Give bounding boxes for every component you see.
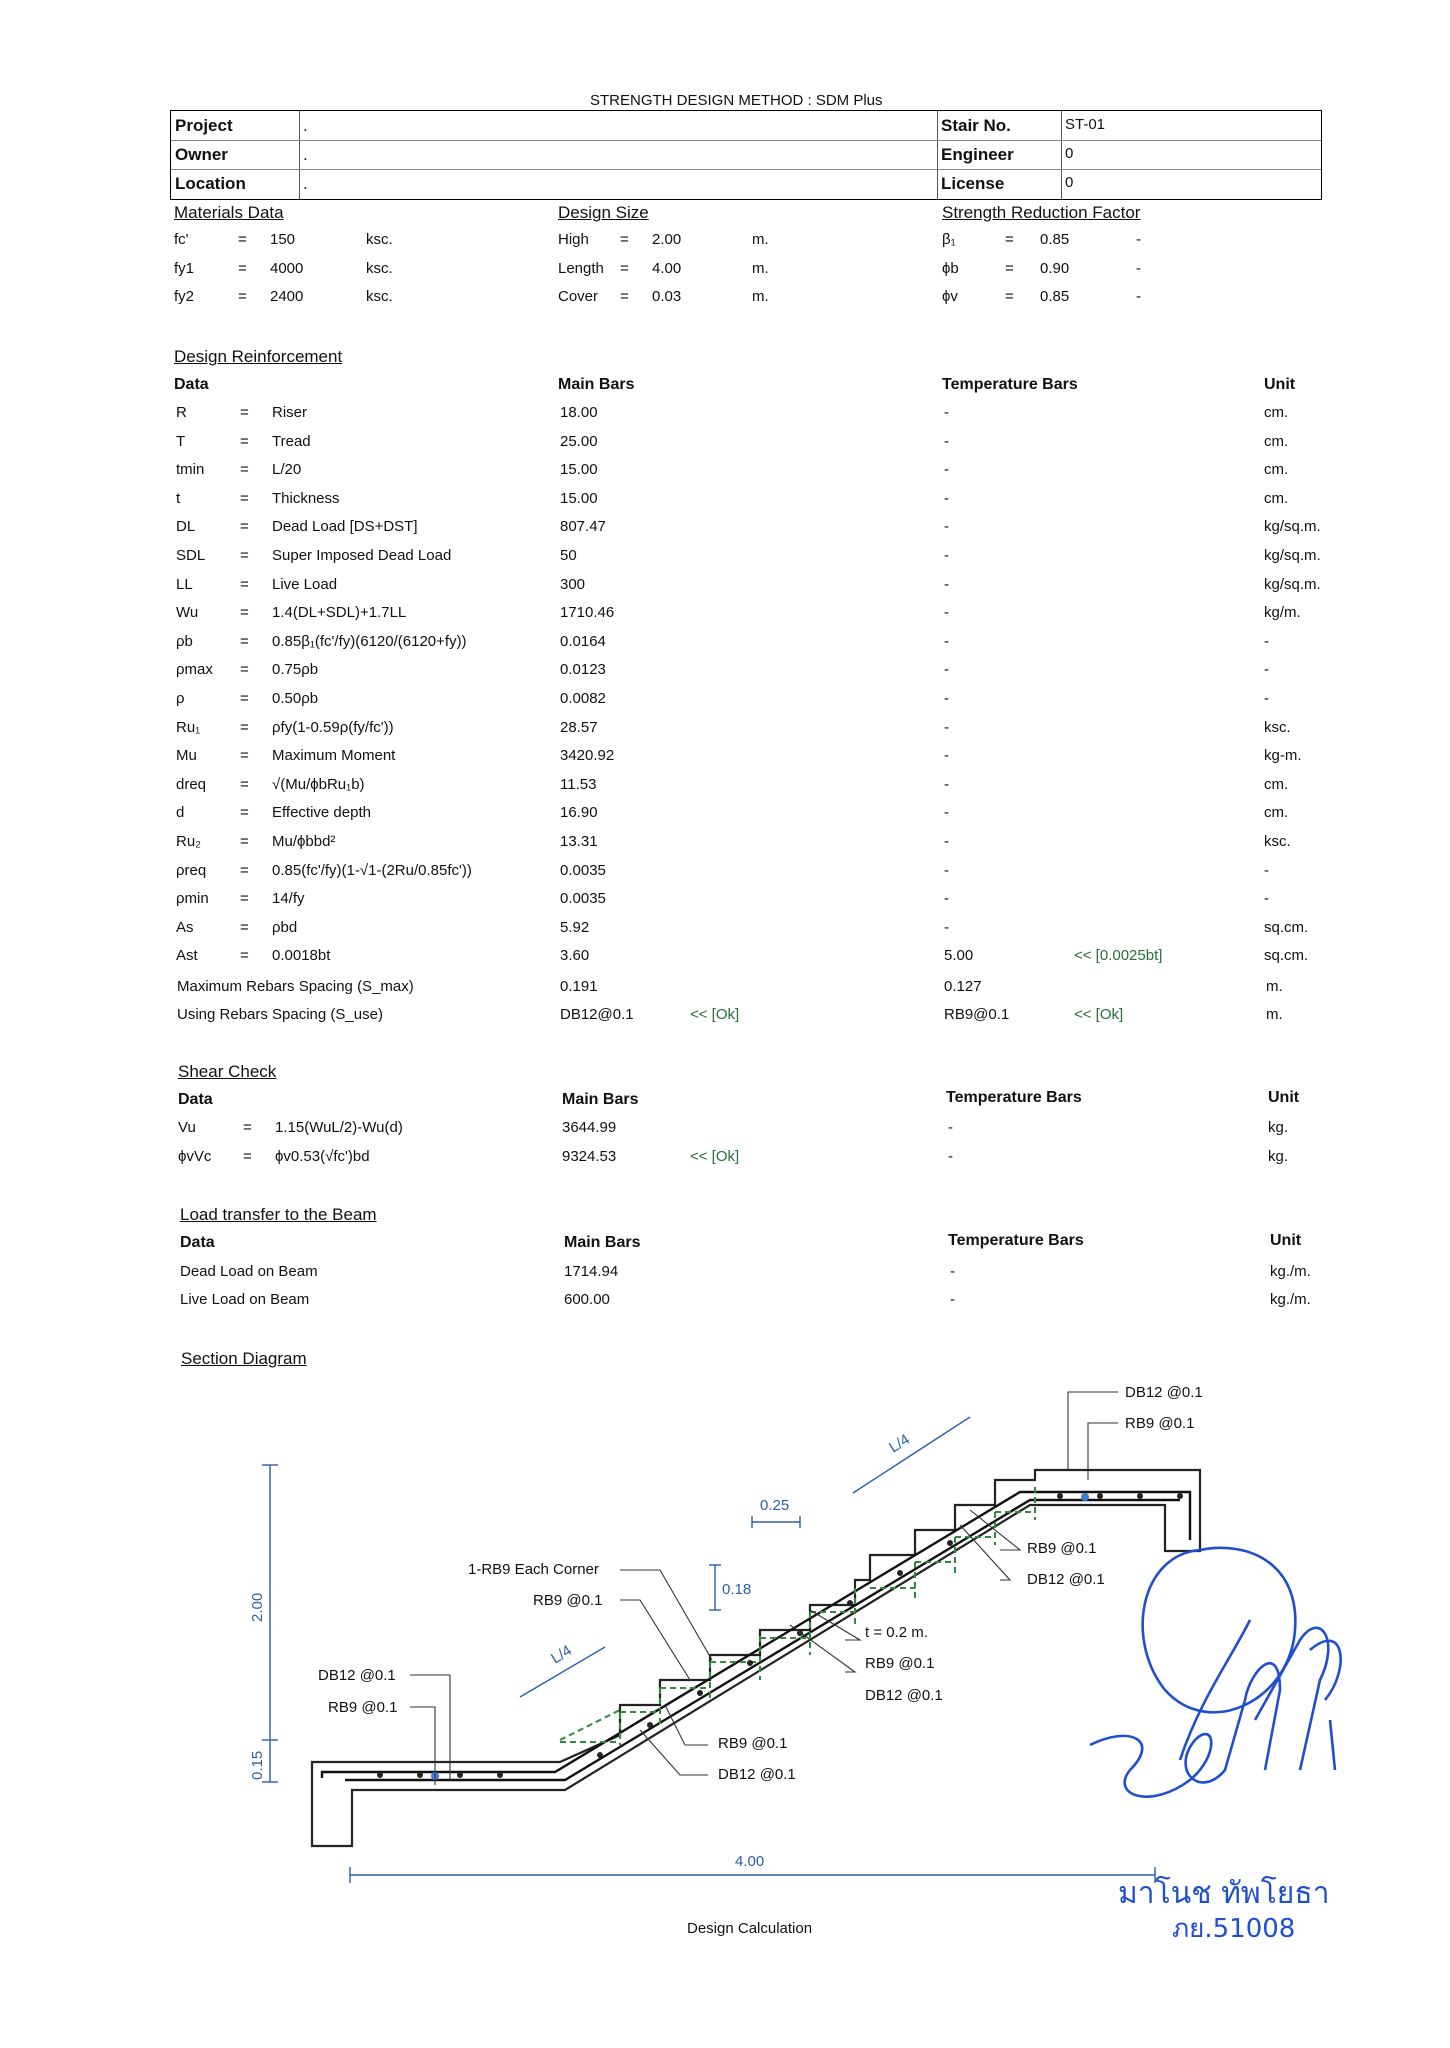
stair-value: ST-01 xyxy=(1065,116,1106,133)
shear-col-data: Data xyxy=(178,1091,213,1108)
reinf-unit-14: cm. xyxy=(1264,804,1289,822)
reinf-main-2: 15.00 xyxy=(560,461,598,479)
reinf-unit-5: kg/sq.m. xyxy=(1264,547,1321,564)
label-top-rb9: RB9 @0.1 xyxy=(1125,1415,1195,1432)
reinf-sym-14: d xyxy=(176,804,185,822)
reinf-main-4: 807.47 xyxy=(560,518,606,536)
reduction-eq-0: = xyxy=(1005,231,1014,248)
reinf-sym-19: Ast xyxy=(176,947,198,965)
dim-l4-top: L/4 xyxy=(886,1430,913,1457)
label-corner-rb9: RB9 @0.1 xyxy=(533,1592,603,1609)
reinf-sym-11: Ru₁ xyxy=(176,718,201,736)
max-spacing-main: 0.191 xyxy=(560,978,598,995)
load-temp-0: - xyxy=(950,1263,955,1280)
dim-height: 2.00 xyxy=(249,1592,266,1622)
reinf-sym-0: R xyxy=(176,404,187,421)
max-spacing-temp: 0.127 xyxy=(944,978,982,995)
use-spacing-unit: m. xyxy=(1266,1006,1283,1023)
reinf-eq-4: = xyxy=(240,518,249,536)
max-spacing-label: Maximum Rebars Spacing (S_max) xyxy=(177,978,414,995)
reinf-eq-2: = xyxy=(240,461,249,479)
reinf-desc-13: √(Mu/ϕbRu₁b) xyxy=(272,775,365,793)
reduction-eq-2: = xyxy=(1005,288,1014,305)
materials-title: Materials Data xyxy=(174,203,284,222)
use-spacing-main-note: << [Ok] xyxy=(690,1006,740,1023)
shear-unit-1: kg. xyxy=(1268,1148,1289,1165)
reinf-desc-6: Live Load xyxy=(272,575,338,593)
materials-sym-1: fy1 xyxy=(174,259,195,277)
reinf-desc-2: L/20 xyxy=(272,461,302,479)
signature-graphic xyxy=(1090,1548,1341,1797)
reinforcement-col-unit: Unit xyxy=(1264,376,1296,393)
dim-riser: 0.18 xyxy=(722,1581,752,1598)
design_size-eq-0: = xyxy=(620,231,629,248)
reinf-temp-7: - xyxy=(944,604,949,622)
reinf-eq-0: = xyxy=(240,404,249,421)
reinf-temp-12: - xyxy=(944,747,949,765)
location-value: . xyxy=(303,174,308,193)
reinf-temp-2: - xyxy=(944,461,949,479)
reinf-unit-4: kg/sq.m. xyxy=(1264,518,1321,536)
shear-temp-1: - xyxy=(948,1148,953,1165)
reinf-sym-2: tmin xyxy=(176,461,205,479)
use-spacing-label: Using Rebars Spacing (S_use) xyxy=(177,1006,383,1023)
reinf-sym-13: dreq xyxy=(176,775,207,793)
reinf-eq-8: = xyxy=(240,632,249,650)
reduction-unit-1: - xyxy=(1136,259,1141,277)
reinf-main-9: 0.0123 xyxy=(560,661,606,679)
document-title: STRENGTH DESIGN METHOD : SDM Plus xyxy=(590,92,883,109)
design_size-sym-0: High xyxy=(558,231,589,248)
shear-eq-0: = xyxy=(243,1119,252,1136)
reinf-temp-8: - xyxy=(944,632,949,650)
label-left-rb9: RB9 @0.1 xyxy=(328,1699,398,1716)
shear-main-1: 9324.53 xyxy=(562,1148,617,1165)
materials-sym-0: fc' xyxy=(174,231,189,248)
design_size-value-2: 0.03 xyxy=(652,288,682,305)
reinf-main-16: 0.0035 xyxy=(560,861,606,879)
shear-main-0: 3644.99 xyxy=(562,1119,617,1136)
use-spacing-temp: RB9@0.1 xyxy=(944,1006,1010,1023)
design_size-sym-2: Cover xyxy=(558,288,599,305)
load-unit-0: kg./m. xyxy=(1270,1263,1311,1280)
reinf-main-1: 25.00 xyxy=(560,432,598,450)
design_size-eq-2: = xyxy=(620,288,629,305)
reinf-sym-1: T xyxy=(176,432,186,450)
label-mid-rb9: RB9 @0.1 xyxy=(865,1655,935,1672)
reinf-unit-13: cm. xyxy=(1264,775,1289,793)
load-col-main: Main Bars xyxy=(564,1234,641,1251)
reinf-sym-8: ρb xyxy=(176,632,193,650)
reinf-temp-10: - xyxy=(944,690,949,707)
reinf-sym-16: ρreq xyxy=(176,861,207,879)
reinf-main-18: 5.92 xyxy=(560,918,590,936)
reinf-unit-16: - xyxy=(1264,861,1269,879)
reinf-unit-11: ksc. xyxy=(1264,718,1291,736)
reinf-eq-1: = xyxy=(240,432,249,450)
project-value: . xyxy=(303,116,308,135)
reinf-desc-9: 0.75ρb xyxy=(272,661,319,679)
reinf-temp-19: 5.00 xyxy=(944,947,974,965)
shear-desc-0: 1.15(WuL/2)-Wu(d) xyxy=(275,1119,403,1136)
diagram-labels xyxy=(318,1384,1203,1783)
project-label: Project xyxy=(175,116,233,135)
reinf-unit-15: ksc. xyxy=(1264,833,1291,850)
label-bot-db12: DB12 @0.1 xyxy=(718,1766,796,1783)
load-unit-1: kg./m. xyxy=(1270,1291,1311,1308)
reinforcement-col-data: Data xyxy=(174,376,209,393)
reinf-main-12: 3420.92 xyxy=(560,747,615,765)
reinf-unit-9: - xyxy=(1264,661,1269,679)
design_size-unit-1: m. xyxy=(752,259,769,277)
reinf-eq-18: = xyxy=(240,918,249,936)
reinf-eq-3: = xyxy=(240,489,249,507)
reinf-desc-10: 0.50ρb xyxy=(272,690,319,707)
reinf-main-14: 16.90 xyxy=(560,804,598,822)
materials-value-2: 2400 xyxy=(270,288,304,305)
design_size-eq-1: = xyxy=(620,259,629,277)
reinf-unit-7: kg/m. xyxy=(1264,604,1301,622)
label-top-db12: DB12 @0.1 xyxy=(1125,1384,1203,1401)
reinf-desc-17: 14/fy xyxy=(272,890,305,908)
shear-sym-1: ϕvVc xyxy=(178,1148,212,1165)
reinf-temp-16: - xyxy=(944,861,949,879)
reinf-temp-11: - xyxy=(944,718,949,736)
license-label: License xyxy=(941,174,1005,193)
reinf-temp-14: - xyxy=(944,804,949,822)
reinf-main-5: 50 xyxy=(560,547,577,564)
reinf-unit-0: cm. xyxy=(1264,404,1289,421)
leader-lines xyxy=(410,1392,1118,1785)
reinf-temp-1: - xyxy=(944,432,949,450)
reinf-temp-9: - xyxy=(944,661,949,679)
shear-sym-0: Vu xyxy=(178,1119,196,1136)
reinf-unit-17: - xyxy=(1264,890,1269,908)
reinf-sym-17: ρmin xyxy=(176,890,209,908)
design_size-unit-0: m. xyxy=(752,231,769,248)
label-thick: t = 0.2 m. xyxy=(865,1624,928,1641)
reinf-sym-9: ρmax xyxy=(176,661,213,679)
reinf-eq-16: = xyxy=(240,861,249,879)
reinf-desc-5: Super Imposed Dead Load xyxy=(272,547,452,564)
shear-temp-0: - xyxy=(948,1119,953,1136)
reinf-temp-5: - xyxy=(944,547,949,564)
reinf-desc-15: Mu/ϕbbd² xyxy=(272,833,336,850)
load-main-1: 600.00 xyxy=(564,1291,610,1308)
reinf-unit-19: sq.cm. xyxy=(1264,947,1309,965)
max-spacing-unit: m. xyxy=(1266,978,1283,995)
dim-length: 4.00 xyxy=(735,1853,765,1870)
dim-slab: 0.15 xyxy=(249,1750,266,1780)
dimension-labels xyxy=(249,1431,913,1870)
reinf-temp-0: - xyxy=(944,404,949,421)
reinf-sym-15: Ru₂ xyxy=(176,833,201,850)
label-mid-db12: DB12 @0.1 xyxy=(865,1687,943,1704)
reduction-value-1: 0.90 xyxy=(1040,259,1070,277)
reinf-unit-2: cm. xyxy=(1264,461,1289,479)
shear-col-temp: Temperature Bars xyxy=(946,1089,1082,1106)
design_size-value-1: 4.00 xyxy=(652,259,682,277)
reinf-temp-3: - xyxy=(944,489,949,507)
signer-license: ภย.51008 xyxy=(1172,1914,1296,1944)
label-corner: 1-RB9 Each Corner xyxy=(468,1561,599,1578)
reinf-sym-4: DL xyxy=(176,518,196,536)
shear-col-unit: Unit xyxy=(1268,1089,1300,1106)
shear-eq-1: = xyxy=(243,1148,252,1165)
load-transfer-title: Load transfer to the Beam xyxy=(180,1205,377,1224)
reinf-eq-6: = xyxy=(240,575,249,593)
reduction-value-2: 0.85 xyxy=(1040,288,1070,305)
shear-unit-0: kg. xyxy=(1268,1119,1289,1136)
reinf-main-19: 3.60 xyxy=(560,947,590,965)
reinf-eq-12: = xyxy=(240,747,249,765)
reinf-unit-18: sq.cm. xyxy=(1264,918,1309,936)
label-bot-rb9: RB9 @0.1 xyxy=(718,1735,788,1752)
reinf-desc-18: ρbd xyxy=(272,918,298,936)
reinf-eq-9: = xyxy=(240,661,249,679)
reinf-desc-14: Effective depth xyxy=(272,804,371,822)
reinf-main-10: 0.0082 xyxy=(560,690,606,707)
location-label: Location xyxy=(175,174,246,193)
materials-value-1: 4000 xyxy=(270,259,304,277)
shear-title: Shear Check xyxy=(178,1062,277,1081)
reinf-eq-13: = xyxy=(240,775,249,793)
load-temp-1: - xyxy=(950,1291,955,1308)
signer-name: มาโนช ทัพโยธา xyxy=(1118,1876,1330,1911)
load-desc-0: Dead Load on Beam xyxy=(180,1263,318,1280)
reinf-desc-1: Tread xyxy=(272,432,311,450)
materials-eq-2: = xyxy=(238,288,247,305)
load-col-unit: Unit xyxy=(1270,1232,1302,1249)
owner-label: Owner xyxy=(175,145,228,164)
dim-tread: 0.25 xyxy=(760,1497,790,1514)
load-col-temp: Temperature Bars xyxy=(948,1232,1084,1249)
label-right-rb9: RB9 @0.1 xyxy=(1027,1540,1097,1557)
diagram-title: Section Diagram xyxy=(181,1349,307,1368)
design_size-unit-2: m. xyxy=(752,288,769,305)
load-desc-1: Live Load on Beam xyxy=(180,1291,310,1308)
reinf-temp-note-19: << [0.0025bt] xyxy=(1074,947,1163,965)
reinf-main-8: 0.0164 xyxy=(560,632,606,650)
reinf-desc-12: Maximum Moment xyxy=(272,747,396,765)
reinf-main-0: 18.00 xyxy=(560,404,598,421)
reduction-sym-1: ϕb xyxy=(942,259,959,277)
reinf-eq-17: = xyxy=(240,890,249,908)
reinf-eq-19: = xyxy=(240,947,249,965)
reinf-eq-14: = xyxy=(240,804,249,822)
engineer-value: 0 xyxy=(1065,145,1074,162)
load-main-0: 1714.94 xyxy=(564,1263,619,1280)
reinf-desc-7: 1.4(DL+SDL)+1.7LL xyxy=(272,604,407,622)
design_size-value-0: 2.00 xyxy=(652,231,682,248)
shear-note-1: << [Ok] xyxy=(690,1148,740,1165)
design-size-title: Design Size xyxy=(558,203,649,222)
reinf-unit-10: - xyxy=(1264,690,1269,707)
reinf-sym-18: As xyxy=(176,918,194,936)
reinf-sym-5: SDL xyxy=(176,547,206,564)
reinf-desc-4: Dead Load [DS+DST] xyxy=(272,518,418,536)
materials-value-0: 150 xyxy=(270,231,296,248)
stair-label: Stair No. xyxy=(941,116,1011,135)
footer-caption: Design Calculation xyxy=(687,1920,813,1937)
shear-desc-1: ϕv0.53(√fc')bd xyxy=(275,1148,370,1165)
reinf-sym-6: LL xyxy=(176,575,193,593)
load-col-data: Data xyxy=(180,1234,215,1251)
reinf-desc-8: 0.85β₁(fc'/fy)(6120/(6120+fy)) xyxy=(272,632,467,650)
reinf-eq-7: = xyxy=(240,604,249,622)
reinforcement-col-main: Main Bars xyxy=(558,376,635,393)
reinf-temp-6: - xyxy=(944,575,949,593)
dimension-lines xyxy=(262,1417,1155,1883)
materials-eq-1: = xyxy=(238,259,247,277)
reinf-desc-0: Riser xyxy=(272,404,308,421)
materials-sym-2: fy2 xyxy=(174,288,195,305)
reduction-eq-1: = xyxy=(1005,259,1014,277)
label-right-db12: DB12 @0.1 xyxy=(1027,1571,1105,1588)
engineer-label: Engineer xyxy=(941,145,1014,164)
reinf-main-13: 11.53 xyxy=(560,775,597,793)
reinf-desc-3: Thickness xyxy=(272,489,340,507)
shear-col-main: Main Bars xyxy=(562,1091,639,1108)
use-spacing-temp-note: << [Ok] xyxy=(1074,1006,1124,1023)
owner-value: . xyxy=(303,145,308,164)
reduction-sym-0: β₁ xyxy=(942,231,956,248)
reinf-unit-3: cm. xyxy=(1264,489,1289,507)
reinforcement-title: Design Reinforcement xyxy=(174,347,343,366)
reinf-main-11: 28.57 xyxy=(560,718,598,736)
reinf-desc-11: ρfy(1-0.59ρ(fy/fc')) xyxy=(272,718,394,736)
materials-unit-2: ksc. xyxy=(366,288,393,305)
reinf-main-6: 300 xyxy=(560,575,586,593)
materials-eq-0: = xyxy=(238,231,247,248)
use-spacing-main: DB12@0.1 xyxy=(560,1006,634,1023)
reinf-eq-15: = xyxy=(240,833,249,850)
reduction-title: Strength Reduction Factor xyxy=(942,203,1141,222)
reinf-main-7: 1710.46 xyxy=(560,604,615,622)
reinf-eq-5: = xyxy=(240,547,249,564)
reinf-sym-3: t xyxy=(176,489,181,507)
stair-outline xyxy=(312,1470,1200,1846)
reduction-value-0: 0.85 xyxy=(1040,231,1070,248)
reinf-main-15: 13.31 xyxy=(560,833,598,850)
reinf-sym-10: ρ xyxy=(176,690,185,707)
reinf-sym-7: Wu xyxy=(176,604,199,622)
reinf-unit-1: cm. xyxy=(1264,432,1289,450)
dim-l4-bottom: L/4 xyxy=(548,1641,575,1668)
reduction-unit-0: - xyxy=(1136,231,1141,248)
reinforcement-col-temp: Temperature Bars xyxy=(942,376,1078,393)
reinf-unit-12: kg-m. xyxy=(1264,747,1302,765)
reinf-main-17: 0.0035 xyxy=(560,890,606,908)
reinf-eq-11: = xyxy=(240,718,249,736)
reinf-sym-12: Mu xyxy=(176,747,197,765)
design_size-sym-1: Length xyxy=(558,259,604,277)
reinf-desc-16: 0.85(fc'/fy)(1-√1-(2Ru/0.85fc')) xyxy=(272,861,472,879)
reduction-sym-2: ϕv xyxy=(942,288,958,305)
reinf-desc-19: 0.0018bt xyxy=(272,947,331,965)
reinf-temp-4: - xyxy=(944,518,949,536)
reinf-main-3: 15.00 xyxy=(560,489,598,507)
reinf-temp-15: - xyxy=(944,833,949,850)
reinf-temp-13: - xyxy=(944,775,949,793)
license-value: 0 xyxy=(1065,174,1074,191)
materials-unit-1: ksc. xyxy=(366,259,393,277)
reinf-unit-8: - xyxy=(1264,632,1269,650)
reinf-unit-6: kg/sq.m. xyxy=(1264,575,1321,593)
reinf-eq-10: = xyxy=(240,690,249,707)
reinf-temp-18: - xyxy=(944,918,949,936)
materials-unit-0: ksc. xyxy=(366,231,393,248)
reduction-unit-2: - xyxy=(1136,288,1141,305)
reinf-temp-17: - xyxy=(944,890,949,908)
label-left-db12: DB12 @0.1 xyxy=(318,1667,396,1684)
